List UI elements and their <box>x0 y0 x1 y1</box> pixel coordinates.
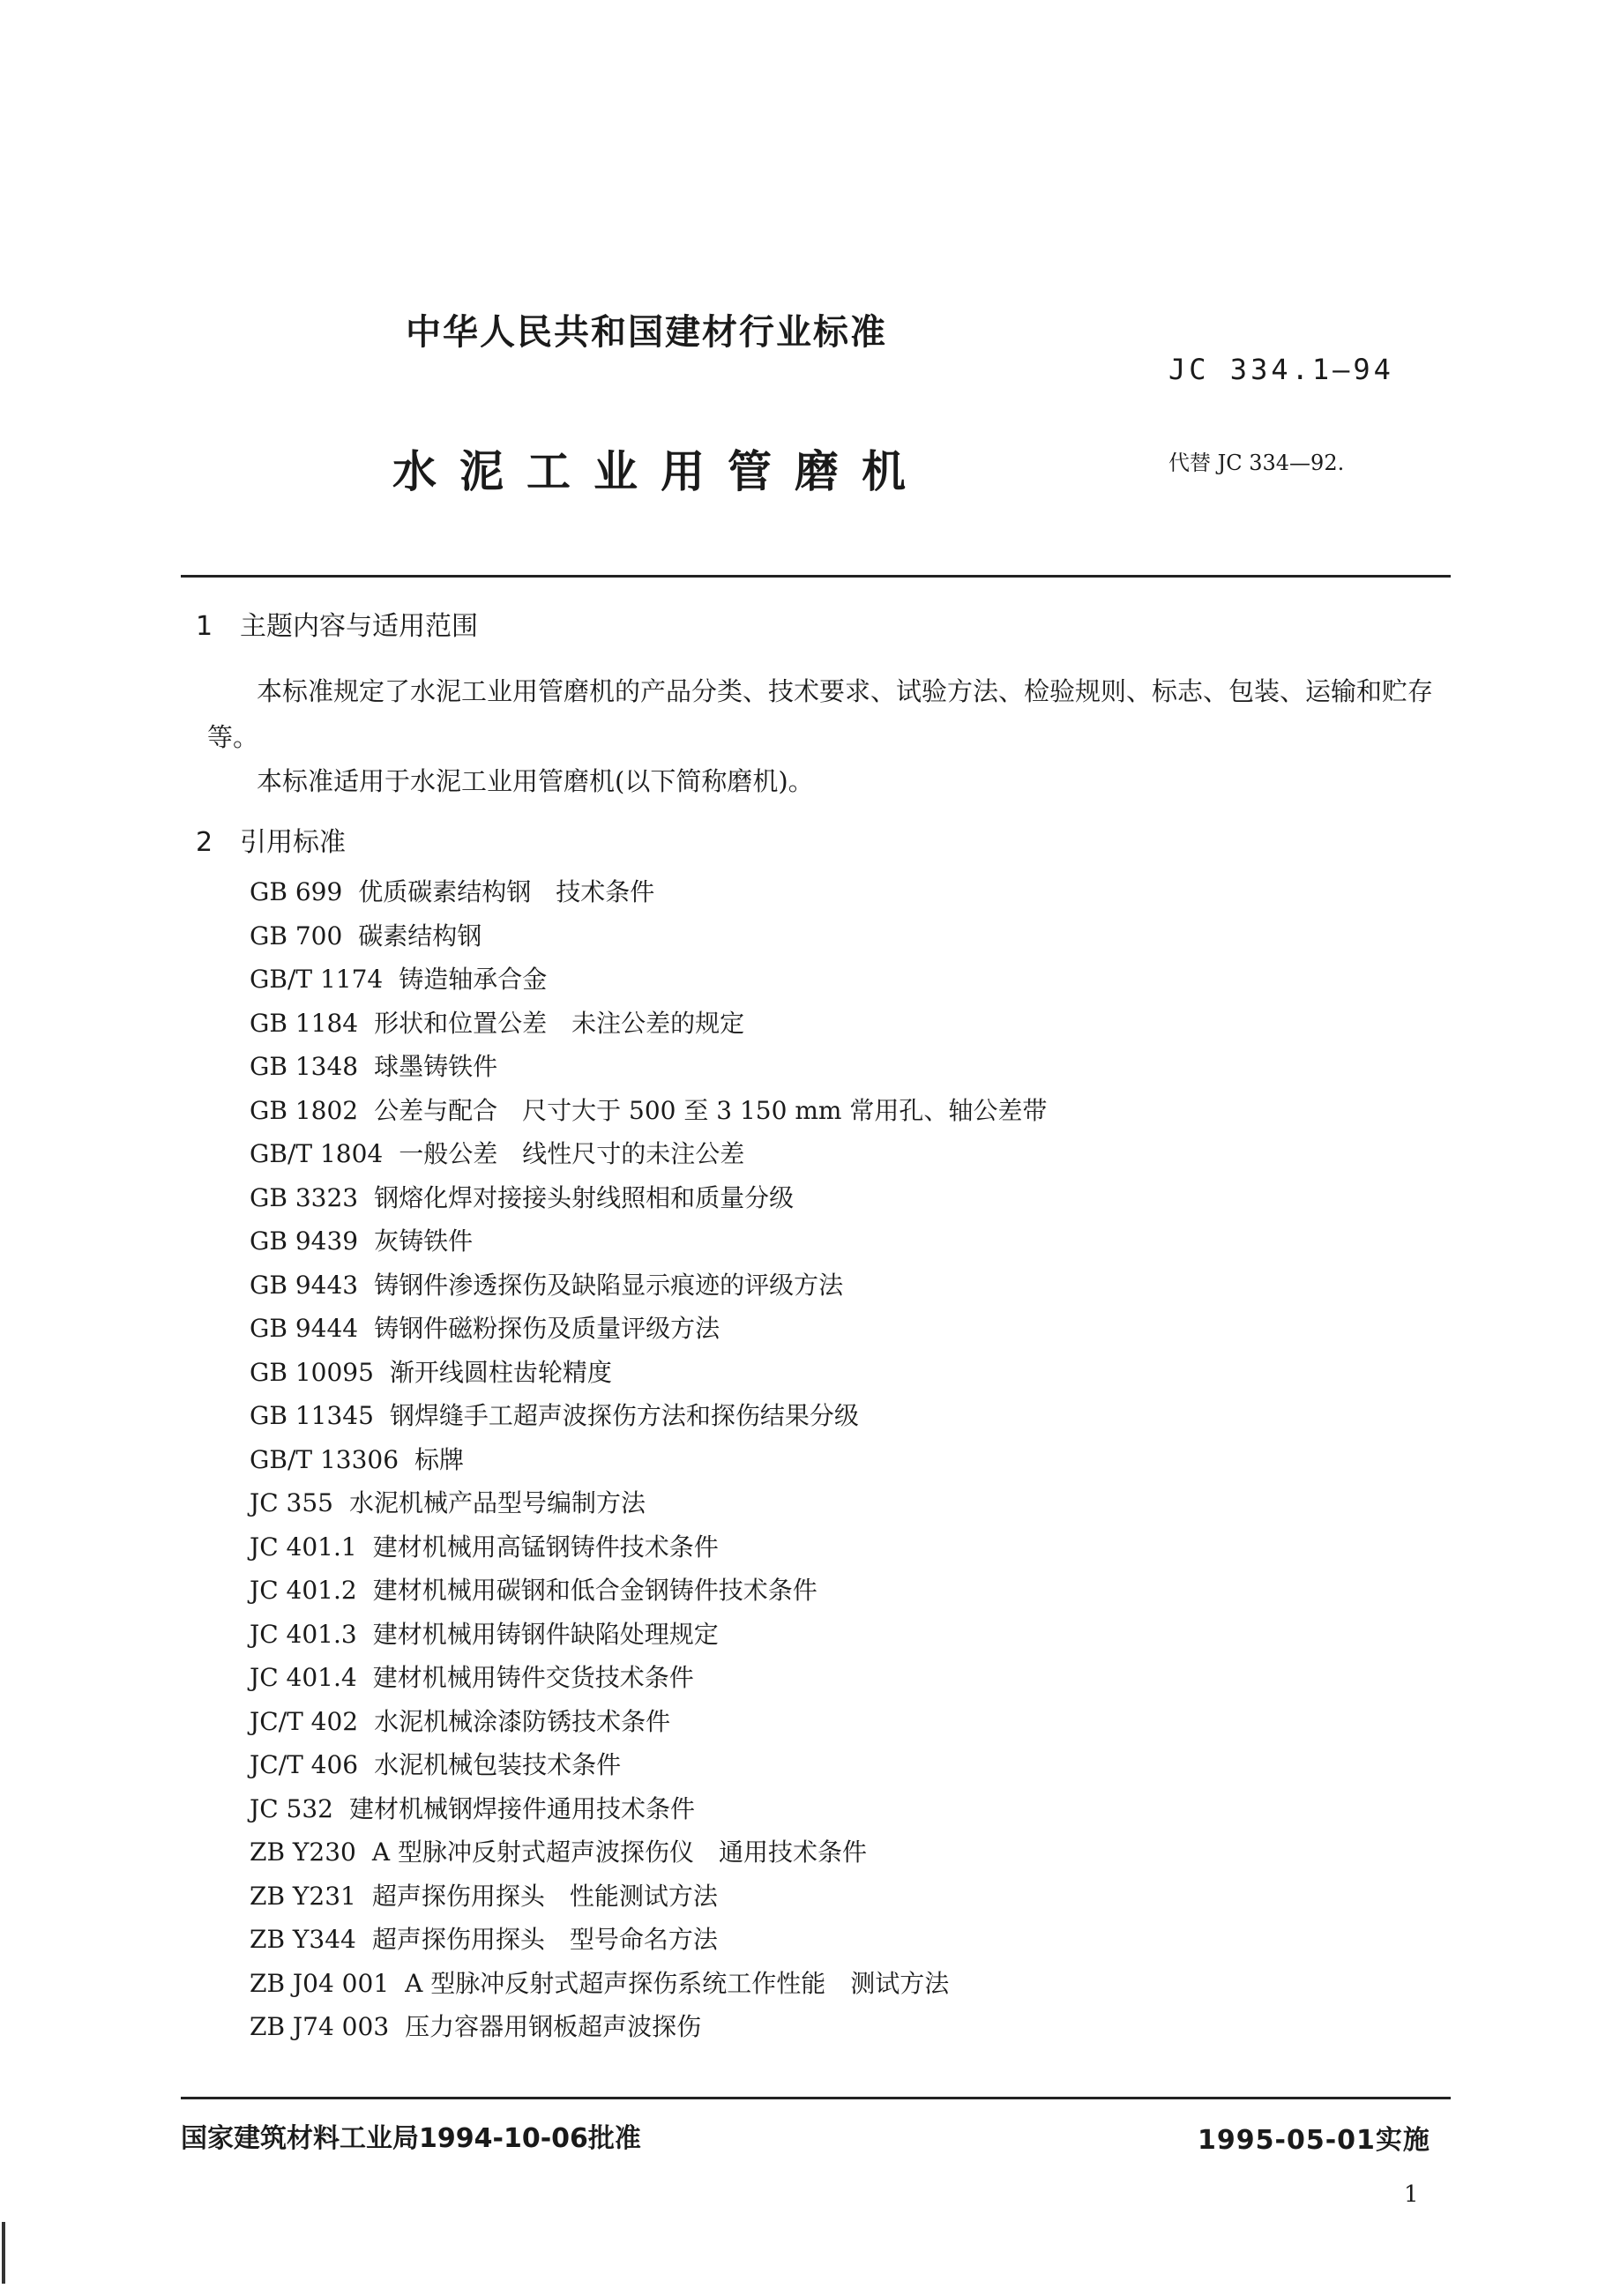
reference-code: GB/T 1174 <box>250 965 384 994</box>
reference-title: 建材机械用铸钢件缺陷处理规定 <box>372 1619 719 1649</box>
reference-code: GB 10095 <box>250 1357 374 1387</box>
reference-code: ZB Y231 <box>250 1881 356 1911</box>
reference-title: 铸造轴承合金 <box>399 965 548 994</box>
reference-title: A 型脉冲反射式超声波探伤仪 通用技术条件 <box>371 1838 867 1867</box>
reference-title: 碳素结构钢 <box>358 921 482 950</box>
reference-title: 形状和位置公差 未注公差的规定 <box>374 1008 745 1038</box>
reference-title: 压力容器用钢板超声波探伤 <box>405 2012 702 2041</box>
replaces-note: 代替 JC 334—92. <box>1168 451 1345 475</box>
reference-item <box>250 1179 1047 1223</box>
reference-title: 水泥机械包装技术条件 <box>374 1750 622 1779</box>
reference-item <box>250 1092 1047 1136</box>
reference-item <box>250 1703 1047 1747</box>
reference-item <box>250 2008 1047 2052</box>
standard-number: JC 334.1—94 <box>1168 353 1394 386</box>
reference-title: 球墨铸铁件 <box>374 1052 498 1081</box>
reference-title: 铸钢件磁粉探伤及质量评级方法 <box>374 1314 720 1343</box>
reference-code: GB 1802 <box>250 1095 359 1125</box>
section-1-heading <box>196 604 478 643</box>
reference-item <box>250 1920 1047 1964</box>
reference-item <box>250 1790 1047 1834</box>
page-number: 1 <box>1404 2181 1419 2208</box>
reference-title: 水泥机械产品型号编制方法 <box>349 1488 646 1517</box>
section-1-paragraph-1: 本标准规定了水泥工业用管磨机的产品分类、技术要求、试验方法、检验规则、标志、包装、运输和贮存等。 <box>207 676 1434 752</box>
section-1-paragraph-2: 本标准适用于水泥工业用管磨机(以下简称磨机)。 <box>257 766 814 796</box>
approval-line: 国家建筑材料工业局1994-10-06批准 <box>181 2123 641 2154</box>
reference-title: 一般公差 线性尺寸的未注公差 <box>399 1139 745 1168</box>
reference-code: ZB Y230 <box>250 1838 356 1867</box>
reference-item <box>250 1309 1047 1353</box>
reference-item <box>250 1047 1047 1092</box>
reference-item <box>250 1004 1047 1048</box>
reference-item <box>250 960 1047 1004</box>
reference-code: JC/T 406 <box>250 1750 359 1779</box>
reference-code: GB 3323 <box>250 1182 359 1212</box>
header-divider <box>181 575 1451 578</box>
reference-code: GB 9443 <box>250 1270 359 1300</box>
section-title: 引用标准 <box>240 827 346 858</box>
footer-divider <box>181 2097 1451 2099</box>
reference-item <box>250 1571 1047 1615</box>
reference-code: JC/T 402 <box>250 1706 359 1736</box>
reference-title: 优质碳素结构钢 技术条件 <box>358 877 655 906</box>
reference-item <box>250 1222 1047 1266</box>
section-2-heading <box>196 820 346 859</box>
reference-title: 建材机械用高锰钢铸件技术条件 <box>372 1532 719 1562</box>
scan-margin-mark <box>2 2222 5 2284</box>
reference-code: GB 11345 <box>250 1401 374 1430</box>
reference-code: GB 700 <box>250 921 343 950</box>
reference-code: JC 355 <box>250 1488 333 1517</box>
reference-item <box>250 1659 1047 1703</box>
section-title: 主题内容与适用范围 <box>240 611 478 642</box>
reference-item <box>250 1397 1047 1441</box>
reference-code: JC 401.1 <box>250 1532 357 1562</box>
reference-title: 标牌 <box>414 1444 465 1474</box>
reference-title: 公差与配合 尺寸大于 500 至 3 150 mm 常用孔、轴公差带 <box>374 1095 1048 1125</box>
reference-title: 钢熔化焊对接接头射线照相和质量分级 <box>374 1182 795 1212</box>
reference-item <box>250 1353 1047 1398</box>
reference-title: 建材机械用碳钢和低合金钢铸件技术条件 <box>372 1576 817 1605</box>
reference-item <box>250 1441 1047 1485</box>
reference-title: 灰铸铁件 <box>374 1226 474 1256</box>
reference-code: GB/T 1804 <box>250 1139 384 1168</box>
reference-item <box>250 1484 1047 1528</box>
reference-code: ZB J74 003 <box>250 2012 390 2041</box>
reference-code: GB 9444 <box>250 1314 359 1343</box>
reference-code: GB/T 13306 <box>250 1444 399 1474</box>
section-number: 1 <box>196 611 213 642</box>
reference-item <box>250 917 1047 961</box>
reference-title: 建材机械钢焊接件通用技术条件 <box>349 1793 696 1823</box>
reference-title: 建材机械用铸件交货技术条件 <box>372 1663 694 1692</box>
reference-code: GB 1348 <box>250 1052 359 1081</box>
reference-item <box>250 1833 1047 1877</box>
document-title: 水泥工业用管磨机 <box>392 446 929 497</box>
reference-item <box>250 1964 1047 2009</box>
reference-code: JC 401.3 <box>250 1619 357 1649</box>
reference-title: 铸钢件渗透探伤及缺陷显示痕迹的评级方法 <box>374 1270 844 1300</box>
reference-code: ZB Y344 <box>250 1925 356 1954</box>
reference-title: 超声探伤用探头 型号命名方法 <box>371 1925 718 1954</box>
reference-title: 钢焊缝手工超声波探伤方法和探伤结果分级 <box>389 1401 859 1430</box>
reference-code: JC 401.4 <box>250 1663 357 1692</box>
reference-title: 超声探伤用探头 性能测试方法 <box>371 1881 718 1911</box>
reference-title: A 型脉冲反射式超声探伤系统工作性能 测试方法 <box>405 1968 950 1998</box>
reference-code: GB 699 <box>250 877 343 906</box>
reference-item <box>250 1135 1047 1179</box>
reference-item <box>250 1528 1047 1572</box>
referenced-standards-list <box>250 873 1047 2052</box>
reference-code: GB 9439 <box>250 1226 359 1256</box>
effective-date: 1995-05-01实施 <box>1198 2125 1430 2156</box>
reference-code: ZB J04 001 <box>250 1968 390 1998</box>
reference-code: GB 1184 <box>250 1008 359 1038</box>
reference-item <box>250 1615 1047 1659</box>
reference-item <box>250 1746 1047 1790</box>
section-number: 2 <box>196 827 213 858</box>
reference-title: 渐开线圆柱齿轮精度 <box>389 1357 612 1387</box>
reference-title: 水泥机械涂漆防锈技术条件 <box>374 1706 671 1736</box>
reference-code: JC 401.2 <box>250 1576 357 1605</box>
org-title: 中华人民共和国建材行业标准 <box>406 312 887 353</box>
reference-item <box>250 873 1047 917</box>
reference-code: JC 532 <box>250 1793 333 1823</box>
reference-item <box>250 1266 1047 1310</box>
reference-item <box>250 1877 1047 1921</box>
